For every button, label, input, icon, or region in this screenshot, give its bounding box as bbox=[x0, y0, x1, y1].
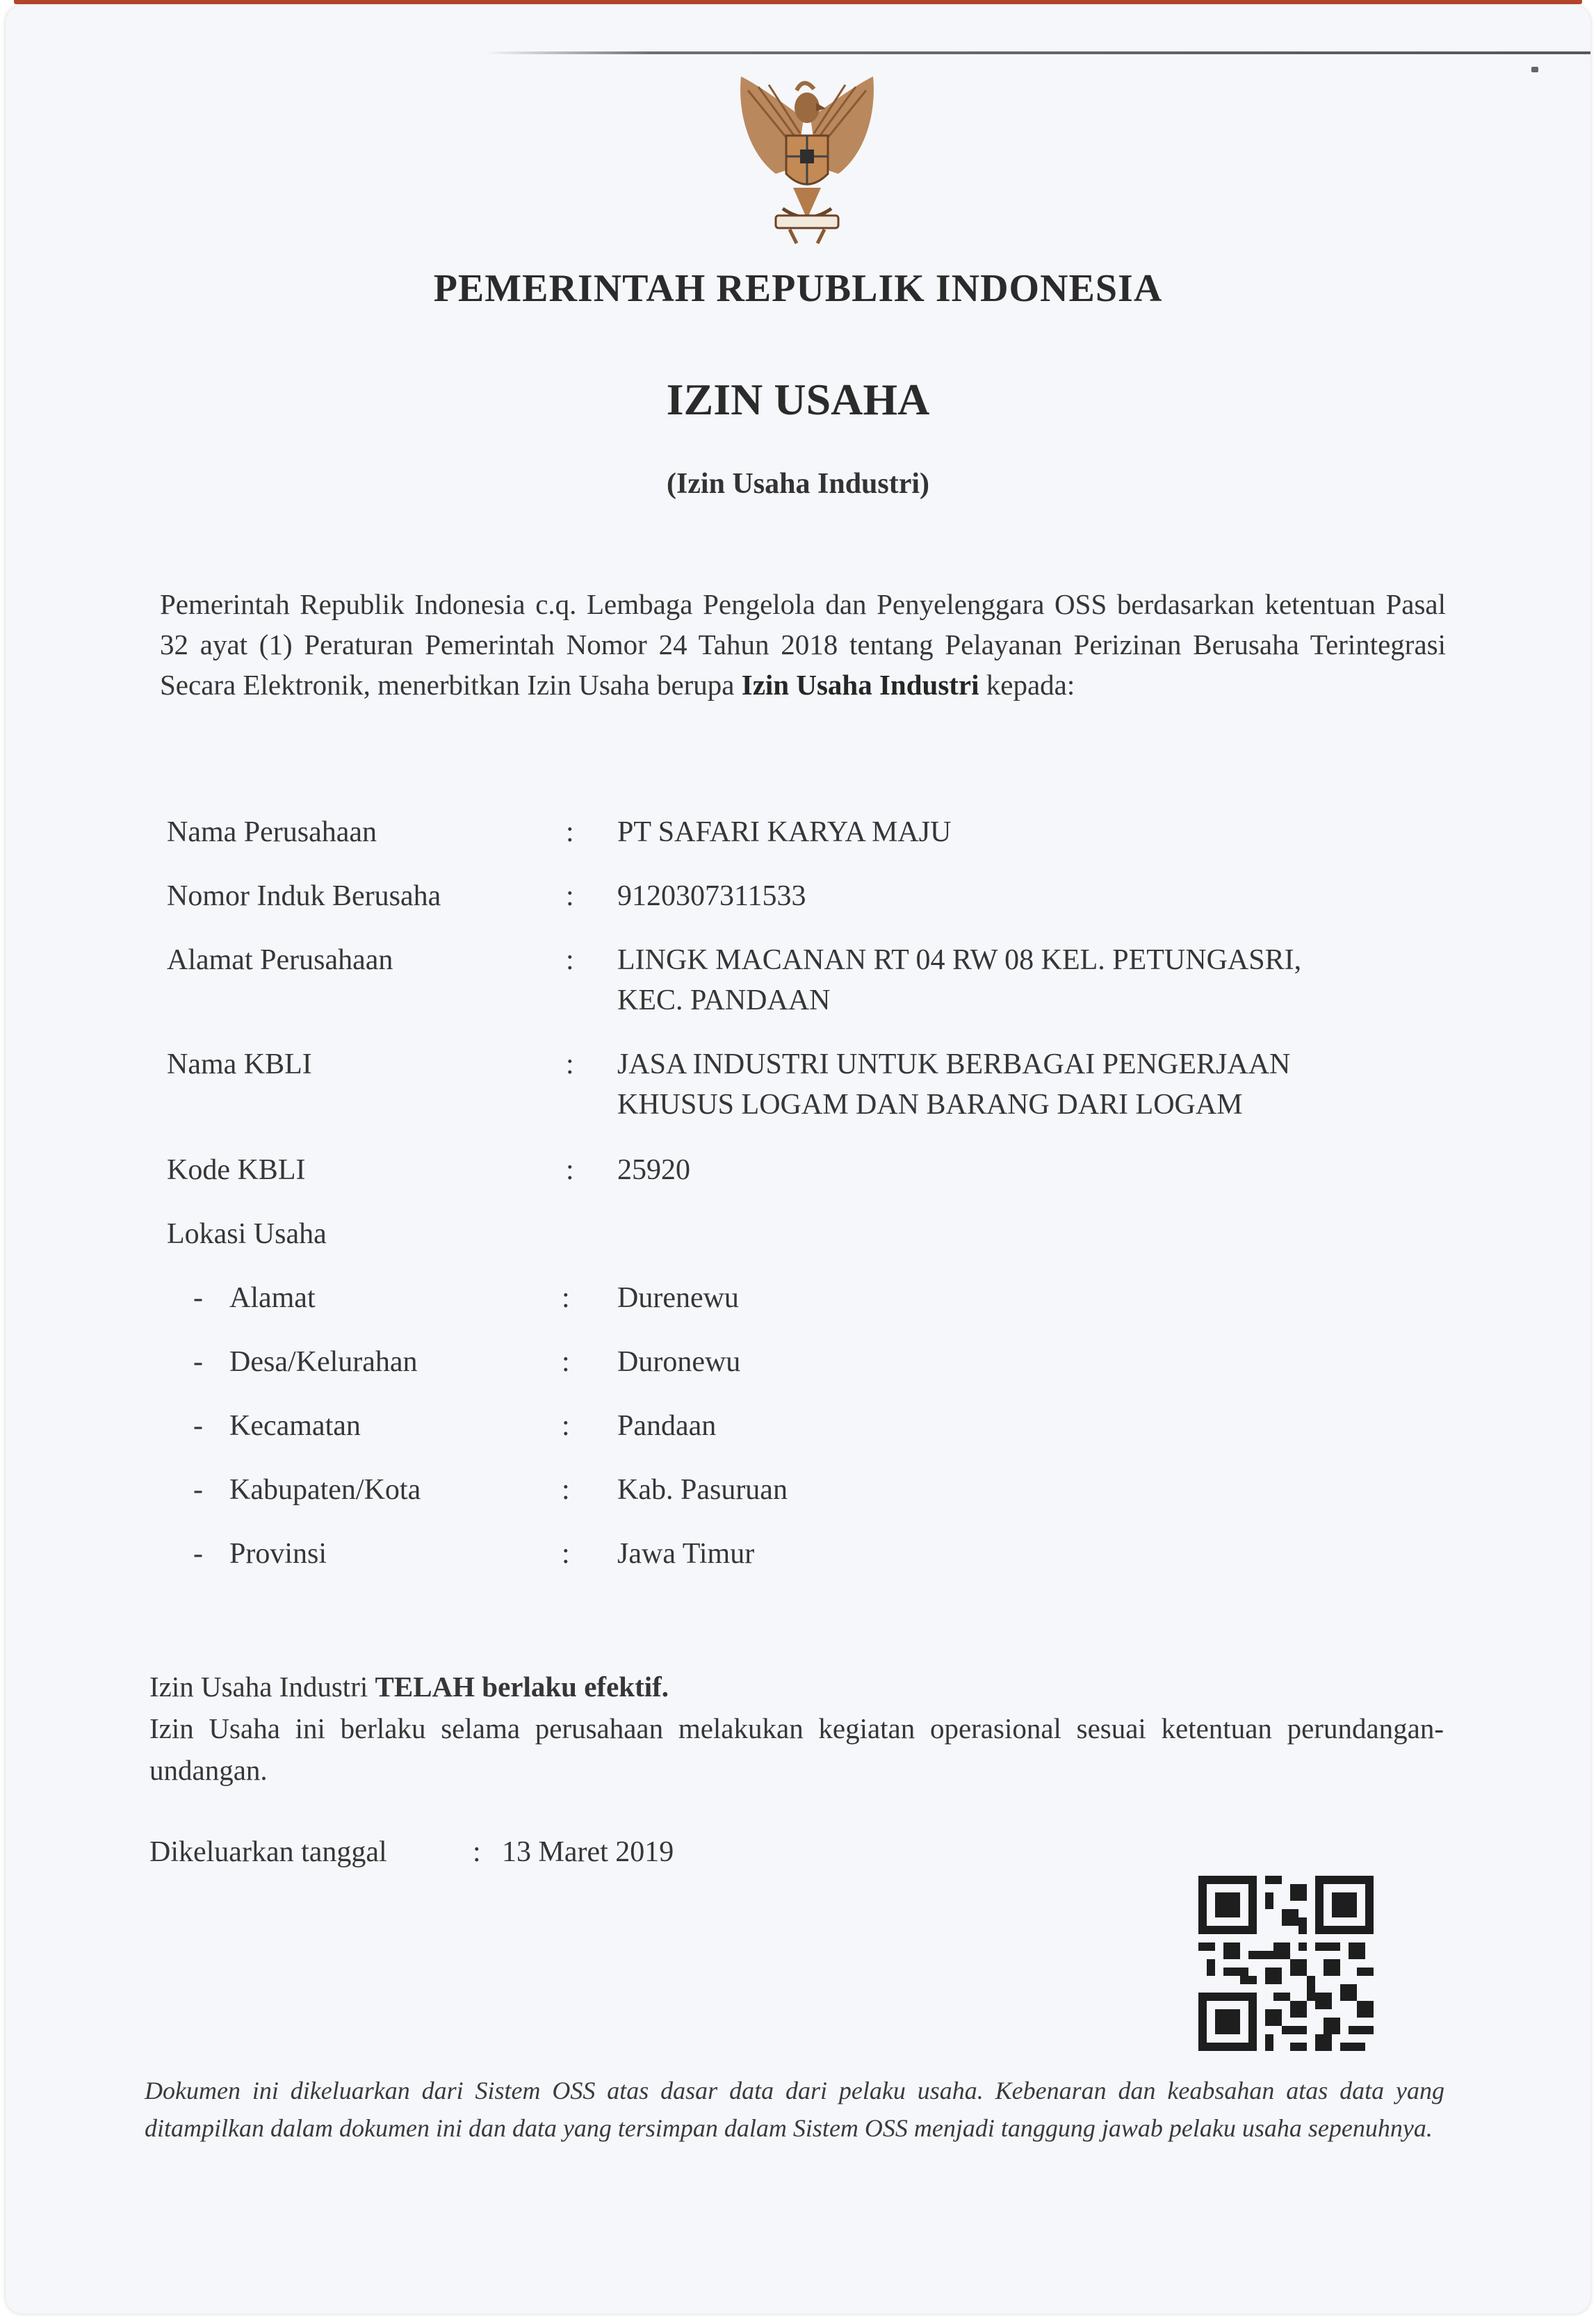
location-village-value: Duronewu bbox=[617, 1346, 741, 1378]
status-effective: TELAH berlaku efektif. bbox=[375, 1671, 669, 1703]
address-value bbox=[617, 940, 1451, 1021]
document-subtitle: (Izin Usaha Industri) bbox=[666, 468, 930, 500]
field-label: Provinsi bbox=[229, 1538, 327, 1570]
bullet-dash: - bbox=[193, 1538, 203, 1570]
kbli-name-line-2: KHUSUS LOGAM DAN BARANG DARI LOGAM bbox=[617, 1089, 1243, 1121]
field-label: Kabupaten/Kota bbox=[229, 1474, 421, 1506]
field-label: Nama Perusahaan bbox=[167, 816, 377, 848]
nib-value: 9120307311533 bbox=[617, 880, 806, 912]
intro-tail: kepada: bbox=[979, 669, 1075, 701]
status-paragraph bbox=[149, 1666, 1444, 1791]
field-colon: : bbox=[566, 944, 574, 976]
field-colon: : bbox=[566, 816, 574, 848]
field-label: Desa/Kelurahan bbox=[229, 1346, 418, 1378]
top-accent-bar bbox=[14, 0, 1582, 4]
field-colon: : bbox=[562, 1474, 570, 1506]
field-label: Kode KBLI bbox=[167, 1154, 306, 1186]
bullet-dash: - bbox=[193, 1282, 203, 1314]
status-line-2: Izin Usaha ini berlaku selama perusahaan melakukan kegiatan operasional sesuai ketentuan perundangan-undangan. bbox=[149, 1712, 1444, 1786]
status-prefix: Izin Usaha Industri bbox=[149, 1671, 375, 1703]
field-colon: : bbox=[562, 1346, 570, 1378]
location-address-value: Durenewu bbox=[617, 1282, 739, 1314]
location-heading: Lokasi Usaha bbox=[167, 1218, 327, 1250]
intro-text: Pemerintah Republik Indonesia c.q. Lembaga Pengelola dan Penyelenggara OSS berdasarkan ketentuan Pasal 32 ayat (1) Peraturan Pemerintah Nomor 24 Tahun 2018 tentang Pelayanan Perizinan Berusaha Terintegrasi Secara Elektronik, menerbitkan Izin Usaha berupa bbox=[160, 588, 1446, 701]
status-line-1 bbox=[149, 1666, 1444, 1707]
scan-edge-line bbox=[485, 51, 1590, 54]
certificate-page bbox=[6, 6, 1590, 2314]
location-district-value: Pandaan bbox=[617, 1410, 717, 1442]
bullet-dash: - bbox=[193, 1410, 203, 1442]
field-colon: : bbox=[562, 1410, 570, 1442]
bullet-dash: - bbox=[193, 1474, 203, 1506]
intro-paragraph bbox=[160, 584, 1446, 705]
issued-date: 13 Maret 2019 bbox=[502, 1836, 674, 1868]
kbli-name-line-1: JASA INDUSTRI UNTUK BERBAGAI PENGERJAAN bbox=[617, 1048, 1291, 1080]
field-colon: : bbox=[562, 1538, 570, 1570]
issued-label: Dikeluarkan tanggal bbox=[149, 1836, 387, 1868]
kbli-code-value: 25920 bbox=[617, 1154, 690, 1186]
issued-colon: : bbox=[473, 1836, 481, 1868]
bullet-dash: - bbox=[193, 1346, 203, 1378]
field-label: Nomor Induk Berusaha bbox=[167, 880, 441, 912]
government-heading: PEMERINTAH REPUBLIK INDONESIA bbox=[433, 267, 1163, 310]
intro-permit-type: Izin Usaha Industri bbox=[741, 669, 979, 701]
field-label: Nama KBLI bbox=[167, 1048, 312, 1080]
kbli-name-value bbox=[617, 1044, 1451, 1125]
field-label: Alamat Perusahaan bbox=[167, 944, 393, 976]
location-regency-value: Kab. Pasuruan bbox=[617, 1474, 788, 1506]
address-line-2: KEC. PANDAAN bbox=[617, 984, 831, 1016]
garuda-emblem-icon bbox=[727, 70, 887, 250]
field-colon: : bbox=[566, 880, 574, 912]
scan-mark bbox=[1531, 67, 1538, 72]
disclaimer-text: Dokumen ini dikeluarkan dari Sistem OSS atas dasar data dari pelaku usaha. Kebenaran dan keabsahan atas data yang ditampilkan dalam dokumen ini dan data yang tersimpan dalam Sistem OSS menjadi tanggung jawab pelaku usaha sepenuhnya. bbox=[145, 2077, 1444, 2142]
field-label: Alamat bbox=[229, 1282, 316, 1314]
company-name-value: PT SAFARI KARYA MAJU bbox=[617, 816, 952, 848]
field-colon: : bbox=[562, 1282, 570, 1314]
document-title: IZIN USAHA bbox=[666, 375, 930, 424]
field-colon: : bbox=[566, 1048, 574, 1080]
field-colon: : bbox=[566, 1154, 574, 1186]
field-label: Kecamatan bbox=[229, 1410, 361, 1442]
address-line-1: LINGK MACANAN RT 04 RW 08 KEL. PETUNGASRI, bbox=[617, 944, 1302, 976]
location-province-value: Jawa Timur bbox=[617, 1538, 755, 1570]
qr-code-icon bbox=[1198, 1876, 1374, 2051]
